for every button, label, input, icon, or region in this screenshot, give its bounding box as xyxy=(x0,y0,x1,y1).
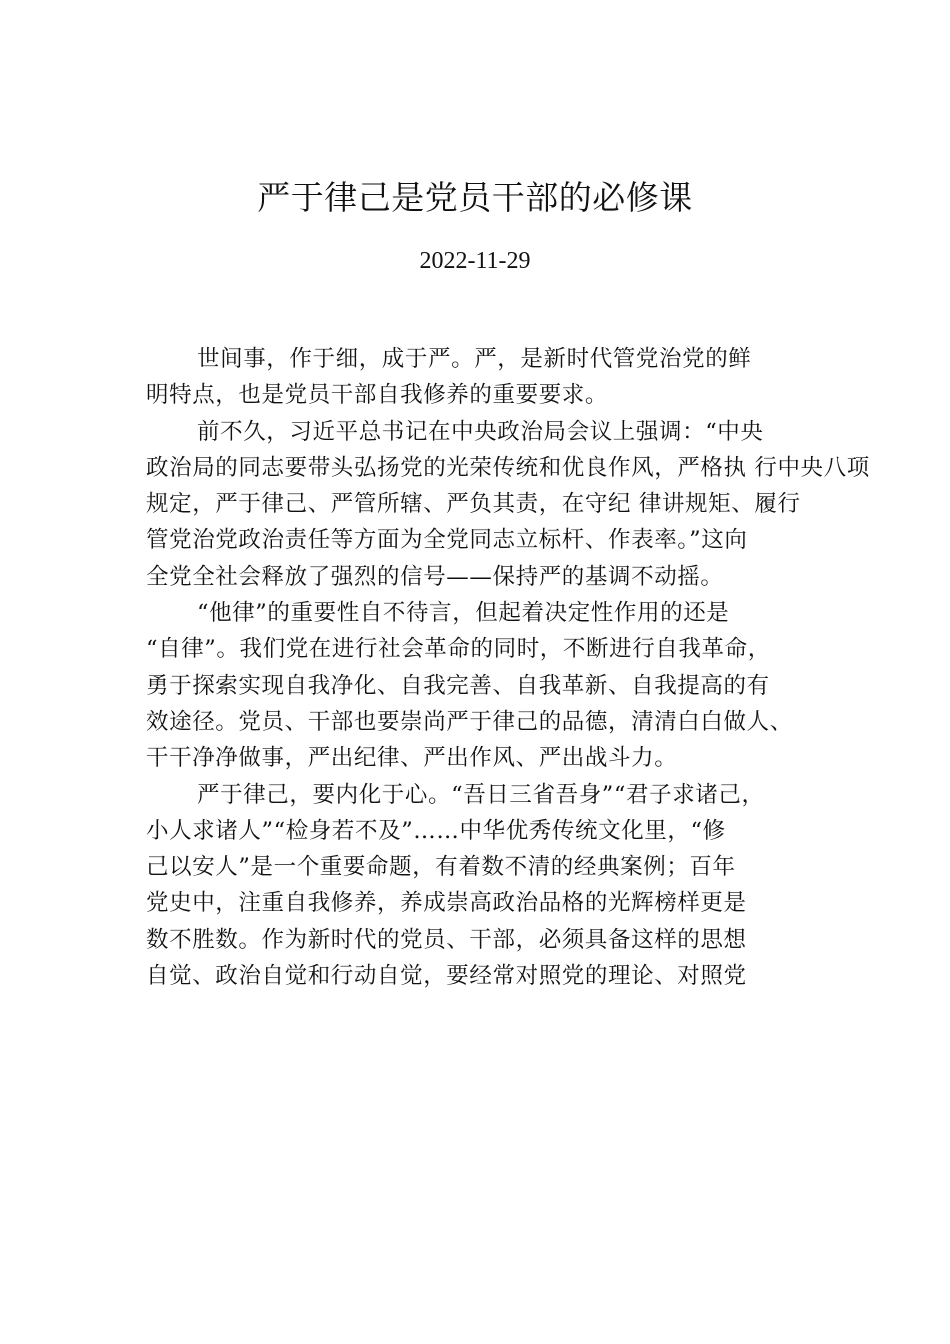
text-line: 管党治党政治责任等方面为全党同志立标杆、作表率。”这向 xyxy=(146,527,748,554)
text-line: 干干净净做事，严出纪律、严出作风、严出战斗力。 xyxy=(146,745,678,772)
text-line: 勇于探索实现自我净化、自我完善、自我革新、自我提高的有 xyxy=(146,672,770,699)
text-line: 党史中，注重自我修养，养成崇高政治品格的光辉榜样更是 xyxy=(146,890,747,917)
text-line: 规定，严于律己、严管所辖、严负其责，在守纪 律讲规矩、履行 xyxy=(146,491,801,518)
text-line: “他律”的重要性自不待言，但起着决定性作用的还是 xyxy=(197,600,730,627)
text-line: 明特点，也是党员干部自我修养的重要要求。 xyxy=(146,382,609,409)
article-body xyxy=(146,341,870,994)
text-line: 前不久，习近平总书记在中央政治局会议上强调：“中央 xyxy=(197,418,764,445)
text-line: “自律”。我们党在进行社会革命的同时，不断进行自我革命， xyxy=(146,636,771,663)
text-line: 效途径。党员、干部也要崇尚严于律己的品德，清清白白做人、 xyxy=(146,708,793,735)
text-line: 全党全社会释放了强烈的信号——保持严的基调不动摇。 xyxy=(146,563,724,590)
text-line: 严于律己，要内化于心。“吾日三省吾身”“君子求诸己， xyxy=(197,781,765,808)
text-line: 数不胜数。作为新时代的党员、干部，必须具备这样的思想 xyxy=(146,926,747,953)
text-line: 世间事，作于细，成于严。严，是新时代管党治党的鲜 xyxy=(197,346,752,372)
page-title: 严于律己是党员干部的必修课 xyxy=(257,178,693,217)
publish-date: 2022-11-29 xyxy=(419,248,531,274)
text-line: 小人求诸人”“检身若不及”……中华优秀传统文化里，“修 xyxy=(146,817,726,844)
text-line: 己以安人”是一个重要命题，有着数不清的经典案例；百年 xyxy=(146,854,736,881)
text-line: 政治局的同志要带头弘扬党的光荣传统和优良作风，严格执 行中央八项 xyxy=(146,454,870,481)
text-line: 自觉、政治自觉和行动自觉，要经常对照党的理论、对照党 xyxy=(146,963,747,990)
